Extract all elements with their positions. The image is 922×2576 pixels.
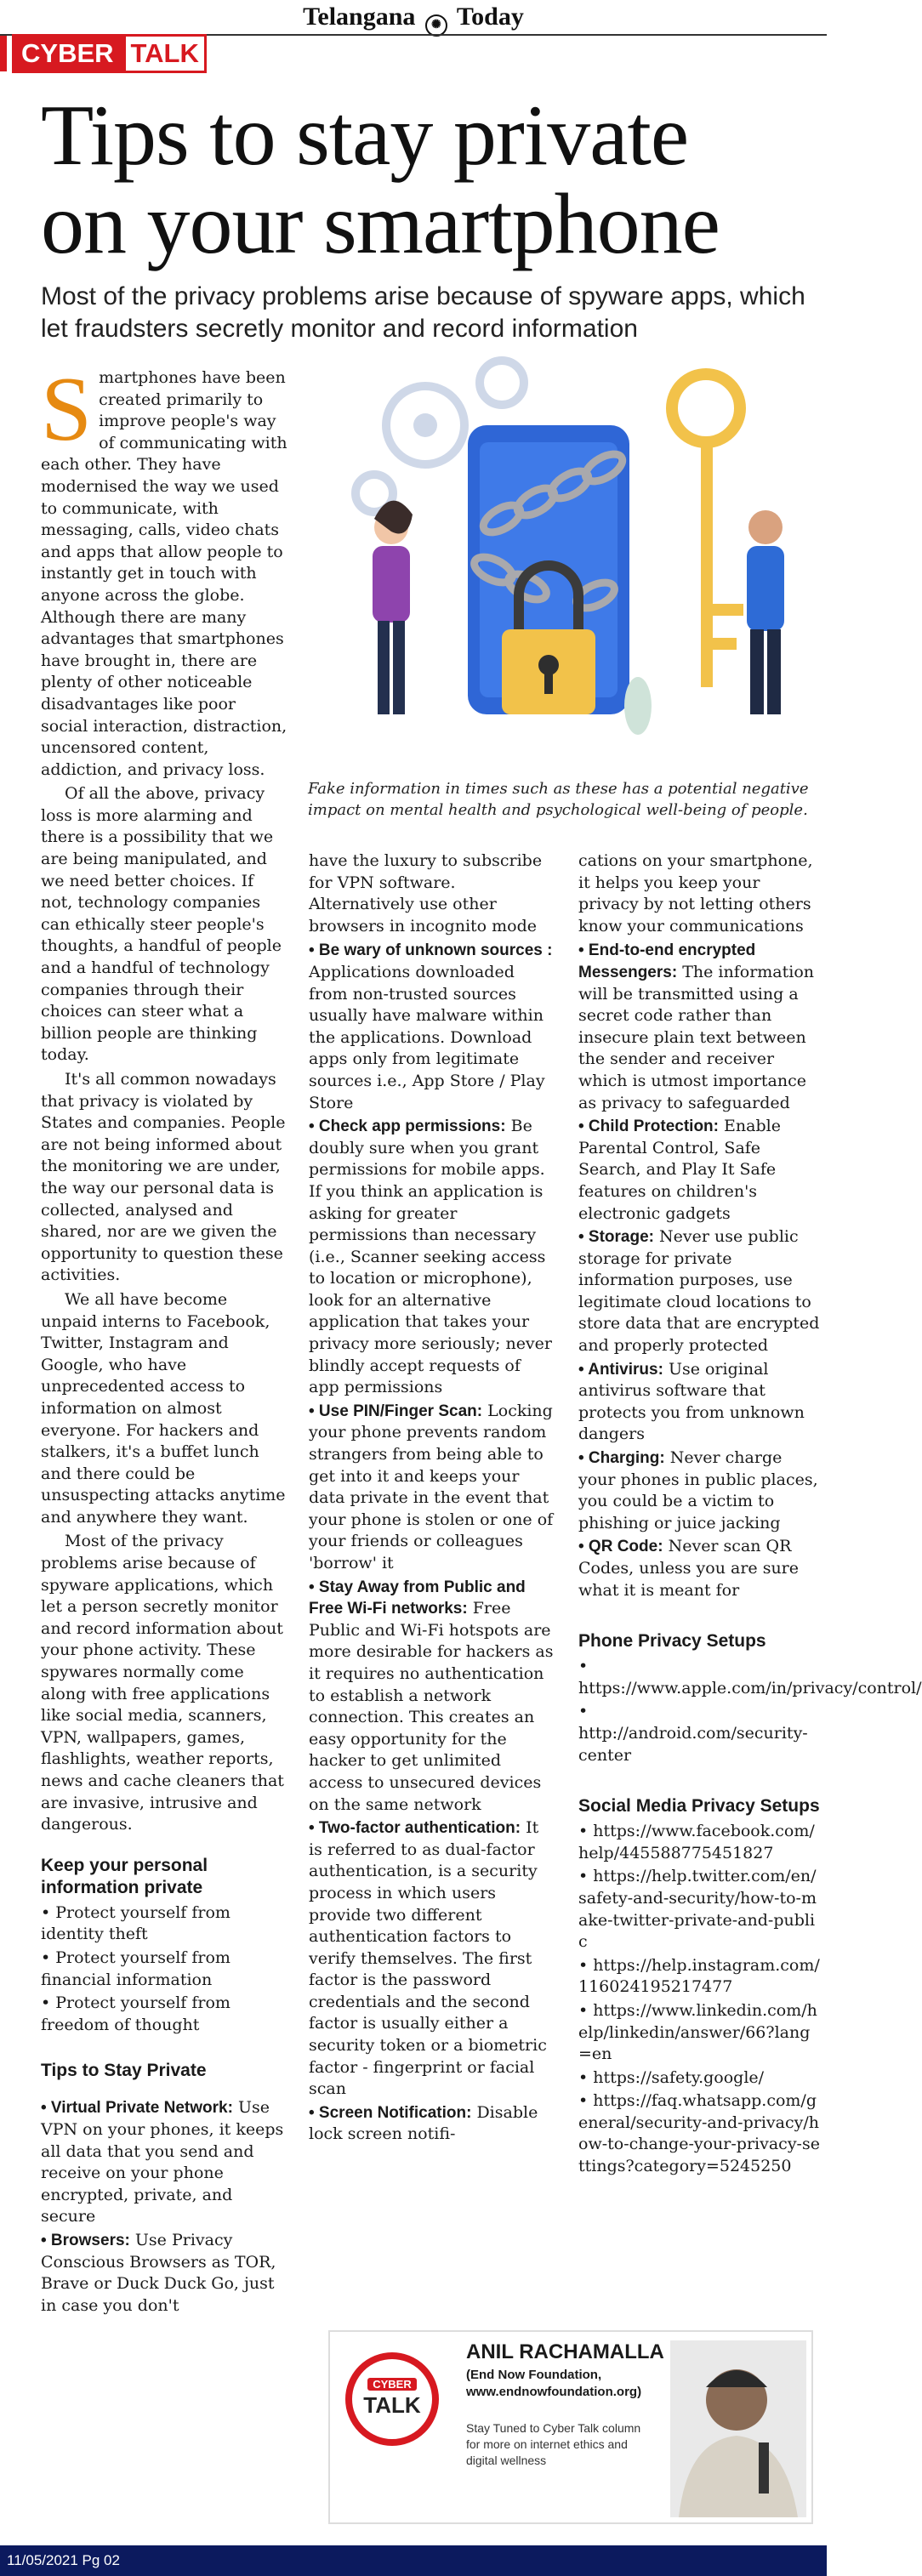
tip-title: • Two-factor authentication: <box>309 1819 521 1838</box>
badge-cyber: CYBER <box>12 34 123 73</box>
tip-body: Never scan QR Codes, unless you are sure what it is meant for <box>578 1537 800 1600</box>
headline <box>41 88 823 272</box>
tip-body: Disable lock screen notifi- <box>309 2102 538 2144</box>
link-linkedin[interactable]: • https://www.linkedin.com/help/linkedin/answer/66?lang=en <box>578 2000 817 2064</box>
link-google-safety[interactable]: • https://safety.google/ <box>578 2067 765 2087</box>
tip-unknown-sources <box>309 940 555 1114</box>
author-org: (End Now Foundation, <box>466 2368 602 2382</box>
link-facebook[interactable]: • https://www.facebook.com/help/445588775451827 <box>578 1822 815 1862</box>
tip-title: • Charging: <box>578 1449 665 1468</box>
tip-body: The information will be transmitted using a secret code rather than insecure plain text between the sender and receiver which is utmost importance as privacy to safeguarded <box>578 962 815 1112</box>
tip-qr-code <box>578 1536 821 1601</box>
tip-title: • QR Code: <box>578 1538 663 1556</box>
link-whatsapp[interactable]: • https://faq.whatsapp.com/general/security-and-privacy/how-to-change-your-privacy-settings?category=5245250 <box>578 2091 820 2176</box>
tip-body: Enable Parental Control, Safe Search, and Play It Safe features on children's electronic gadgets <box>578 1117 781 1223</box>
author-name: ANIL RACHAMALLA <box>466 2340 664 2363</box>
tip-vpn <box>41 2097 287 2228</box>
intro-paragraph <box>41 359 287 781</box>
tip-body: Use original antivirus software that protects you from unknown dangers <box>578 1359 805 1444</box>
tip-encrypted-messengers <box>578 940 821 1114</box>
section-badge <box>12 36 207 71</box>
subhead-keep-private: Keep your personal information private <box>41 1855 208 1897</box>
masthead-left: Telangana <box>303 3 416 31</box>
link-twitter[interactable]: • https://help.twitter.com/en/safety-and-security/how-to-make-twitter-private-and-public <box>578 1867 817 1952</box>
headline-line2: on your smartphone <box>41 176 720 272</box>
page-footer: 11/05/2021 Pg 02 <box>0 2545 827 2576</box>
drop-cap: S <box>41 359 93 460</box>
paragraph: It's all common nowadays that privacy is violated by States and companies. People are not being informed about the monitoring we are under, the way our personal data is collected, analysed and shared, nor are we given the opportunity to question these activities. <box>41 1070 286 1285</box>
tip-title: • Browsers: <box>41 2231 130 2249</box>
subhead-tips: Tips to Stay Private <box>41 2061 207 2081</box>
tip-screen-notification <box>309 2102 555 2146</box>
tip-title: • Child Protection: <box>578 1117 719 1136</box>
subhead-social-setups: Social Media Privacy Setups <box>578 1796 820 1817</box>
tip-app-permissions <box>309 1116 555 1399</box>
tip-body: Never charge your phones in public places, you could be a victim to phishing or juice jacking <box>578 1448 818 1533</box>
privacy-illustration <box>306 349 817 774</box>
column-2 <box>309 850 555 2147</box>
author-box <box>328 2330 813 2524</box>
tip-body: Be doubly sure when you grant permissions for mobile apps. If you think an application is asking for greater permissions than necessary (i.e., Scanner seeking access to location or microphone), look for an alternative application that takes your privacy more seriously; never blindly accept requests of app permissions <box>309 1117 552 1397</box>
tip-child-protection <box>578 1116 821 1225</box>
tip-title: • Use PIN/Finger Scan: <box>309 1402 483 1420</box>
tip-title: • Be wary of unknown sources : <box>309 941 553 960</box>
column-1 <box>41 359 287 2318</box>
tip-body: It is referred to as dual-factor authentication, is a security process in which users provide two different authentication factors to verify themselves. The first factor is the password credentials and the second factor is usually either a security token or a biometric factor - fingerprint or facial scan <box>309 1818 547 2099</box>
headline-line1: Tips to stay private <box>41 88 689 184</box>
tip-body: Applications downloaded from non-trusted sources usually have malware within the applications. Download apps only from legitimate sources i.e., App Store / Play Store <box>309 962 545 1112</box>
badge-bar <box>0 36 7 71</box>
tip-title: • Antivirus: <box>578 1360 663 1379</box>
logo-cyber: CYBER <box>367 2378 417 2391</box>
author-site: www.endnowfoundation.org) <box>466 2385 642 2399</box>
tip-body: Never use public storage for private information purposes, use legitimate cloud locations to store data that are encrypted and properly protected <box>578 1227 820 1356</box>
tip-title: • Stay Away from Public and Free Wi-Fi networks: <box>309 1578 526 1618</box>
tip-body: Locking your phone prevents random strangers from being able to get into it and keeps your data private in the event that your phone is stolen or one of your friends or colleagues 'borrow' it <box>309 1401 554 1572</box>
tip-title: • End-to-end encrypted Messengers: <box>578 941 756 981</box>
masthead <box>0 0 827 34</box>
logo-talk: TALK <box>363 2392 421 2418</box>
tip-browsers <box>41 2230 287 2317</box>
tip-title: • Storage: <box>578 1228 654 1247</box>
tip-storage <box>578 1226 821 1357</box>
tip-two-factor <box>309 1817 555 2101</box>
tip-body: Free Public and Wi-Fi hotspots are more desirable for hackers as it requires no authentication to establish a network connection. This creates an easy opportunity for the hacker to get unlimited access to unsecured devices on the same network <box>309 1599 554 1814</box>
paragraph: cations on your smartphone, it helps you keep your privacy by not letting others know your communications <box>578 851 813 935</box>
author-photo <box>670 2340 806 2517</box>
list-item: • Protect yourself from identity theft <box>41 1902 230 1944</box>
list-item: • Protect yourself from financial information <box>41 1948 230 1989</box>
tip-antivirus <box>578 1359 821 1446</box>
link-apple-privacy[interactable]: • https://www.apple.com/in/privacy/control/ <box>578 1657 922 1697</box>
masthead-right: Today <box>456 3 524 31</box>
deck: Most of the privacy problems arise because of spyware apps, which let fraudsters secretly monitor and record information <box>41 282 805 343</box>
cyber-talk-logo <box>345 2352 439 2446</box>
tip-body: Use VPN on your phones, it keeps all data that you send and receive on your phone encrypted, private, and secure <box>41 2098 284 2226</box>
badge-talk: TALK <box>123 34 207 73</box>
tip-title: • Virtual Private Network: <box>41 2099 233 2118</box>
tip-title: • Screen Notification: <box>309 2103 472 2122</box>
list-item: • Protect yourself from freedom of thought <box>41 1993 230 2034</box>
emblem-icon: ✺ <box>425 14 447 37</box>
column-tagline: Stay Tuned to Cyber Talk column for more on internet ethics and digital wellness <box>466 2421 641 2467</box>
paragraph: Most of the privacy problems arise because of spyware applications, which let a person secretly monitor and record information about your phone activity. These spywares normally come along with free applications like social media, scanners, VPN, wallpapers, games, flashlights, weather reports, news and cache cleaners that are invasive, intrusive and dangerous. <box>41 1532 284 1834</box>
tip-charging <box>578 1447 821 1534</box>
paragraph: Of all the above, privacy loss is more alarming and there is a possibility that we are being manipulated, and we need better choices. If not, technology companies can ethically steer people's thoughts, a handful of people and a handful of technology companies through their choices can steer what a billion people are thinking today. <box>41 784 282 1065</box>
tip-title: • Check app permissions: <box>309 1117 506 1136</box>
column-3 <box>578 850 922 2180</box>
subhead-phone-setups: Phone Privacy Setups <box>578 1631 766 1652</box>
paragraph: have the luxury to subscribe for VPN software. Alternatively use other browsers in incognito mode <box>309 851 543 935</box>
paragraph: We all have become unpaid interns to Facebook, Twitter, Instagram and Google, who have unprecedented access to information on almost everyone. For hackers and stalkers, it's a buffet lunch and there could be unsuspecting attacks anytime and anywhere they want. <box>41 1289 286 1527</box>
tip-wifi <box>309 1577 555 1817</box>
paragraph-text: martphones have been created primarily to improve people's way of communicating with each other. They have modernised the way we used to communicate, with messaging, calls, video chats and apps that allow people to instantly get in touch with anyone across the globe. Although there are many advantages that smartphones have brought in, there are plenty of other noticeable disadvantages like poor social interaction, distraction, uncensored content, addiction, and privacy loss. <box>41 368 287 779</box>
link-android-security[interactable]: • http://android.com/security-center <box>578 1702 808 1765</box>
tip-pin <box>309 1401 555 1575</box>
tip-body: Use Privacy Conscious Browsers as TOR, Brave or Duck Duck Go, just in case you don't <box>41 2230 276 2315</box>
image-caption: Fake information in times such as these has a potential negative impact on mental health and psychological well-being of people. <box>308 780 809 819</box>
link-instagram[interactable]: • https://help.instagram.com/116024195217477 <box>578 1955 820 1997</box>
